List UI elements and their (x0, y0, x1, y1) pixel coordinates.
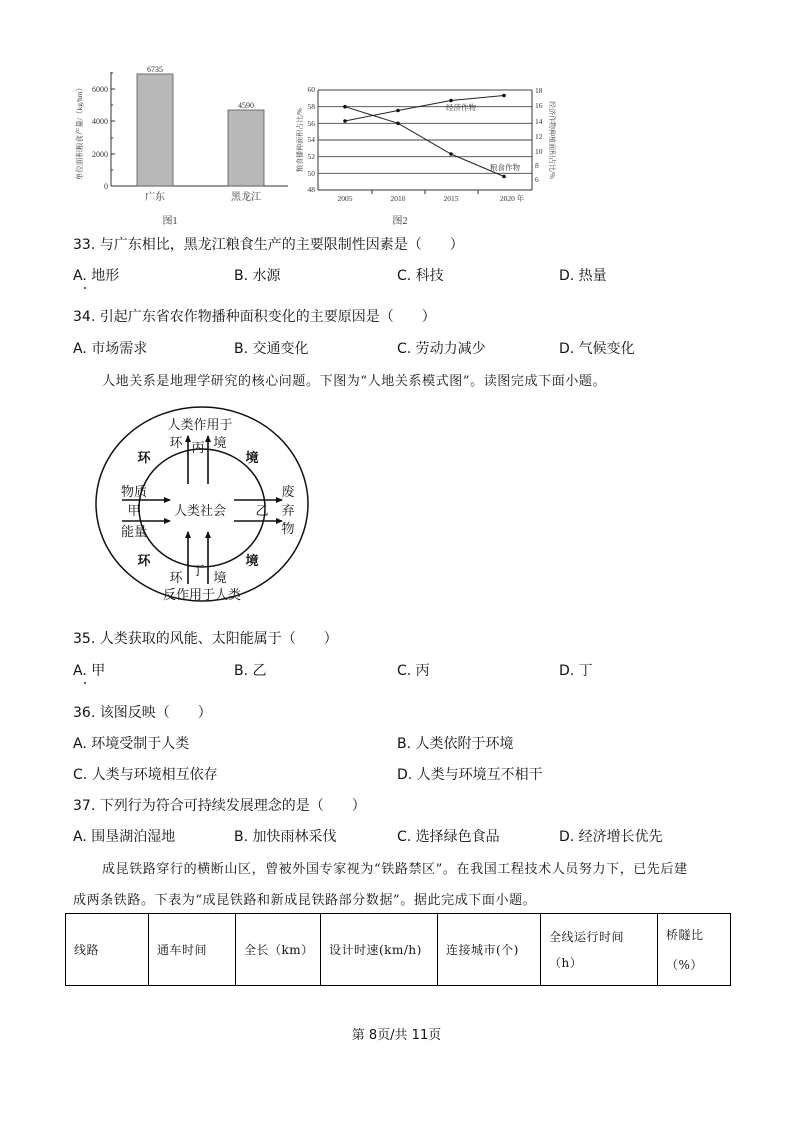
q37-option-a[interactable]: A. 围垦湖泊湿地 (73, 829, 176, 845)
right-axis-label: 经济作物种植面积占比/% (548, 101, 556, 179)
header-length: 全长（km） (236, 914, 321, 986)
figure-2-caption: 图2 (392, 216, 408, 227)
x-tick-2015: 2015 (443, 194, 459, 203)
x-tick-2005: 2005 (337, 194, 353, 203)
bar-chart-svg (70, 62, 290, 230)
ring-label-tl: 环 (137, 450, 151, 465)
bar-label-heilongjiang: 4590 (238, 101, 254, 110)
y-axis-label: 单位面积粮食产量/（kg/hm） (75, 83, 84, 181)
line-chart-svg (290, 82, 560, 230)
q36-option-b[interactable]: B. 人类依附于环境 (397, 736, 514, 752)
stray-dot (84, 287, 86, 289)
table-header-row (66, 914, 731, 986)
y-tick-4000: 4000 (92, 117, 108, 126)
bottom-label-line2: 反作用于人类 (162, 587, 242, 602)
q35-option-d[interactable]: D. 丁 (559, 663, 593, 679)
right-tick-18: 18 (535, 86, 543, 95)
right-tick-10: 10 (535, 147, 543, 156)
q33-option-d[interactable]: D. 热量 (559, 268, 607, 284)
left-tick-60: 60 (307, 85, 315, 94)
q37-option-b[interactable]: B. 加快雨林采伐 (234, 829, 337, 845)
question-35-stem: 35. 人类获取的风能、太阳能属于（ ） (73, 631, 338, 647)
series-economic-line (345, 96, 504, 122)
q36-option-c[interactable]: C. 人类与环境相互依存 (73, 767, 218, 783)
header-run-time-line2: （h） (549, 955, 583, 970)
header-bridge-tunnel-ratio: 桥隧比（%） (658, 914, 731, 986)
y-tick-2000: 2000 (92, 150, 108, 159)
left-tick-58: 58 (307, 102, 315, 111)
mark-bing: 丙 (191, 440, 205, 455)
q33-option-c[interactable]: C. 科技 (397, 268, 444, 284)
page-footer: 第 8页/共 11页 (351, 1028, 442, 1043)
q36-option-d[interactable]: D. 人类与环境互不相干 (397, 767, 543, 783)
mark-ding: 丁 (191, 563, 205, 578)
y-tick-6000: 6000 (92, 85, 108, 94)
header-line: 线路 (66, 914, 149, 986)
mark-jia: 甲 (127, 503, 141, 518)
left-tick-52: 52 (307, 152, 315, 161)
question-33-stem: 33. 与广东相比，黑龙江粮食生产的主要限制性因素是（ ） (73, 237, 464, 253)
q34-option-b[interactable]: B. 交通变化 (234, 341, 309, 357)
right-tick-14: 14 (535, 117, 543, 126)
x-tick-2010: 2010 (390, 194, 406, 203)
series-label-grain: 粮食作物 (490, 163, 520, 172)
left-tick-56: 56 (307, 119, 315, 128)
q36-option-a[interactable]: A. 环境受制于人类 (73, 736, 190, 752)
header-open-time: 通车时间 (149, 914, 236, 986)
series-grain-line (345, 107, 504, 177)
railway-data-table (65, 913, 731, 986)
stray-dot (84, 682, 86, 684)
header-design-speed: 设计时速(km/h) (321, 914, 438, 986)
left-tick-50: 50 (307, 169, 315, 178)
human-environment-diagram (92, 404, 312, 604)
center-label: 人类社会 (173, 503, 227, 518)
q35-option-a[interactable]: A. 甲 (73, 663, 106, 679)
question-37-stem: 37. 下列行为符合可持续发展理念的是（ ） (73, 798, 366, 814)
header-run-time-line1: 全线运行时间 (549, 929, 625, 944)
diagram-svg (92, 404, 312, 604)
q34-option-d[interactable]: D. 气候变化 (559, 341, 635, 357)
bar-heilongjiang (228, 110, 264, 186)
q33-option-a[interactable]: A. 地形 (73, 268, 120, 284)
x-tick-guangdong: 广东 (145, 192, 165, 203)
figure-1-bar-chart (70, 62, 290, 230)
intro-paragraph-1: 人地关系是地理学研究的核心问题。下图为“人地关系模式图”。读图完成下面小题。 (102, 374, 607, 389)
series-label-economic: 经济作物 (446, 103, 476, 112)
left-axis-label: 粮食播种面积占比/% (296, 108, 304, 172)
mark-yi: 乙 (255, 503, 269, 518)
right-label-3: 物 (281, 521, 295, 536)
figure-1-caption: 图1 (162, 216, 178, 227)
intro-paragraph-2-line1: 成昆铁路穿行的横断山区，曾被外国专家视为“铁路禁区”。在我国工程技术人员努力下，已先后建 (102, 862, 688, 877)
question-36-stem: 36. 该图反映（ ） (73, 705, 212, 721)
bottom-label-jing: 境 (213, 570, 227, 585)
ring-label-bl: 环 (137, 553, 151, 568)
ring-label-tr: 境 (245, 450, 259, 465)
left-tick-54: 54 (307, 135, 315, 144)
top-label-line1: 人类作用于 (167, 417, 233, 432)
question-34-stem: 34. 引起广东省农作物播种面积变化的主要原因是（ ） (73, 309, 436, 325)
right-tick-8: 8 (535, 161, 539, 170)
bar-guangdong (137, 74, 173, 186)
q33-option-b[interactable]: B. 水源 (234, 268, 281, 284)
q34-option-a[interactable]: A. 市场需求 (73, 341, 148, 357)
left-label-energy: 能量 (120, 524, 148, 539)
right-tick-12: 12 (535, 132, 543, 141)
right-label-1: 废 (281, 484, 295, 499)
x-tick-2020: 2020 年 (499, 194, 525, 203)
left-label-material: 物质 (120, 484, 148, 499)
ring-label-br: 境 (245, 553, 259, 568)
bar-label-guangdong: 6735 (147, 65, 163, 74)
right-tick-6: 6 (535, 175, 539, 184)
figure-2-line-chart (290, 82, 560, 230)
intro-paragraph-2-line2: 成两条铁路。下表为“成昆铁路和新成昆铁路部分数据”。据此完成下面小题。 (73, 893, 537, 908)
left-tick-48: 48 (307, 185, 315, 194)
q34-option-c[interactable]: C. 劳动力减少 (397, 341, 486, 357)
q35-option-b[interactable]: B. 乙 (234, 663, 267, 679)
q35-option-c[interactable]: C. 丙 (397, 663, 430, 679)
x-tick-heilongjiang: 黑龙江 (231, 192, 261, 203)
header-run-time (541, 914, 658, 986)
header-connected-cities: 连接城市(个) (438, 914, 541, 986)
q37-option-d[interactable]: D. 经济增长优先 (559, 829, 663, 845)
top-label-jing: 境 (213, 435, 227, 450)
y-tick-0: 0 (104, 182, 108, 191)
right-label-2: 弃 (281, 503, 295, 518)
bottom-label-huan: 环 (169, 570, 183, 585)
right-tick-16: 16 (535, 101, 543, 110)
q37-option-c[interactable]: C. 选择绿色食品 (397, 829, 500, 845)
top-label-huan: 环 (169, 435, 183, 450)
